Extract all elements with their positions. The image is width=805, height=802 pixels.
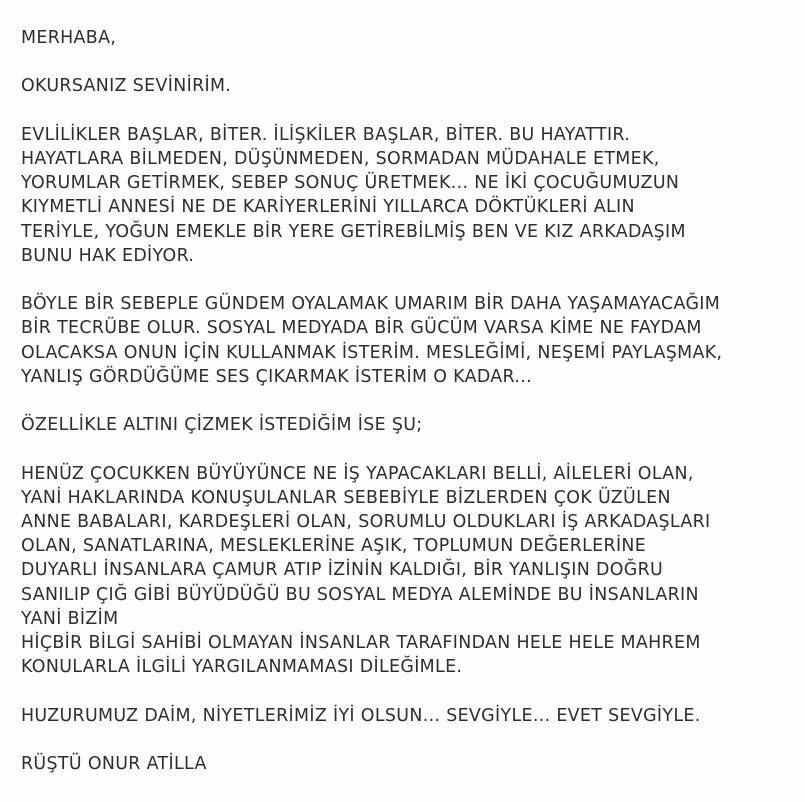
intro-line: OKURSANIZ SEVİNİRİM. (21, 76, 232, 97)
paragraph-2: BÖYLE BİR SEBEPLE GÜNDEM OYALAMAK UMARIM BİR DAHA YAŞAMAYACAĞIM BİR TECRÜBE OLUR. SOSYAL MEDYADA BİR GÜCÜM VARSA KİME NE FAYDAM OLACAKSA ONUN İÇİN KULLANMAK İSTERİM. MESLEĞİMİ, NEŞEMİ PAYLAŞMAK, YANLIŞ GÖRDÜĞÜME SES ÇIKARMAK İSTERİM O KADAR... (21, 294, 723, 387)
signature: RÜŞTÜ ONUR ATİLLA (21, 753, 207, 774)
closing-line: HUZURUMUZ DAİM, NİYETLERİMİZ İYİ OLSUN... SEVGİYLE... EVET SEVGİYLE. (21, 705, 701, 726)
paragraph-3: ÖZELLİKLE ALTINI ÇİZMEK İSTEDİĞİM İSE ŞU; (21, 415, 423, 436)
paragraph-4: HENÜZ ÇOCUKKEN BÜYÜYÜNCE NE İŞ YAPACAKLARI BELLİ, AİLELERİ OLAN, YANİ HAKLARINDA KONUŞULANLAR SEBEBİYLE BİZLERDEN ÇOK ÜZÜLEN ANNE BABALARI, KARDEŞLERİ OLAN, SORUMLU OLDUKLARI İŞ ARKADAŞLARI OLAN, SANATLARINA, MESLEKLERİNE AŞIK, TOPLUMUN DEĞERLERİNE DUYARLI İNSANLARA ÇAMUR ATIP İZİNİN KALDIĞI, BİR YANLIŞIN DOĞRU SANILIP ÇIĞ GİBİ BÜYÜDÜĞÜ BU SOSYAL MEDYA ALEMİNDE BU İNSANLARIN YANİ BİZİM HİÇBİR BİLGİ SAHİBİ OLMAYAN İNSANLAR TARAFINDAN HELE HELE MAHREM KONULARLA İLGİLİ YARGILANMAMASI DİLEĞİMLE. (21, 463, 711, 678)
paragraph-1: EVLİLİKLER BAŞLAR, BİTER. İLİŞKİLER BAŞLAR, BİTER. BU HAYATTIR. HAYATLARA BİLMEDEN, DÜŞÜNMEDEN, SORMADAN MÜDAHALE ETMEK, YORUMLAR GETİRMEK, SEBEP SONUÇ ÜRETMEK... NE İKİ ÇOCUĞUMUZUN KIYMETLİ ANNESİ NE DE KARİYERLERİNİ YILLARCA DÖKTÜKLERİ ALIN TERİYLE, YOĞUN EMEKLE BİR YERE GETİREBİLMİŞ BEN VE KIZ ARKADAŞIM BUNU HAK EDİYOR. (21, 124, 686, 266)
statement-text (21, 26, 791, 776)
greeting: MERHABA, (21, 28, 117, 48)
